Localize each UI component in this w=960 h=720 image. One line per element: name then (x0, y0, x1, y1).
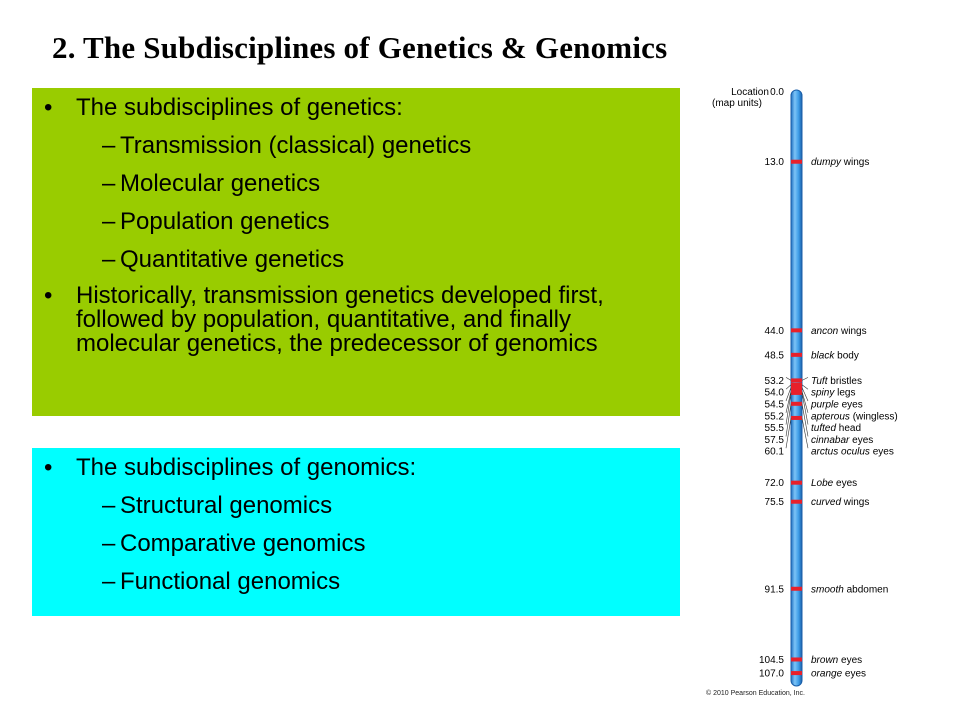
dash-icon: – (102, 492, 116, 519)
locus-band (791, 500, 802, 504)
locus-name: ancon wings (811, 325, 867, 337)
locus-band (791, 657, 802, 661)
locus-band (791, 416, 802, 420)
locus-location: 57.5 (764, 434, 784, 446)
locus-leader-line (802, 385, 808, 389)
locus-name: dumpy wings (811, 157, 870, 169)
location-header: Location (731, 87, 769, 98)
locus-name: cinnabar eyes (811, 434, 874, 446)
locus-band (791, 402, 802, 406)
locus-band (791, 378, 802, 382)
locus-location: 55.5 (764, 423, 784, 435)
genomics-heading (44, 454, 680, 481)
bullet-icon: • (44, 94, 53, 121)
genomics-panel (32, 448, 680, 616)
dash-icon: – (102, 208, 116, 235)
locus-location: 60.1 (764, 446, 784, 458)
locus-location: 54.0 (764, 387, 784, 399)
locus-band (791, 389, 802, 393)
locus-leader-line (802, 387, 808, 401)
locus-leader-line (786, 385, 791, 389)
locus-name: arctus oculus eyes (811, 446, 894, 458)
location-header-units: (map units) (711, 98, 763, 109)
slide-title: 2. The Subdisciplines of Genetics & Genomics (52, 30, 668, 65)
locus-location: 53.2 (764, 375, 784, 387)
locus-name: brown eyes (811, 654, 863, 666)
bullet-icon: • (44, 282, 53, 309)
chromosome-body (791, 90, 802, 686)
genetics-history-text: Historically, transmission genetics developed first, followed by population, quantitative, and finally molecular genetics, the predecessor of genomics (76, 282, 604, 357)
list-item: – Transmission (classical) genetics (102, 132, 472, 159)
list-item: – Functional genomics (102, 568, 341, 595)
locus-leader-line (786, 377, 791, 380)
locus-location: 72.0 (764, 478, 784, 490)
genomics-heading-text: The subdisciplines of genomics: (76, 454, 417, 481)
list-item: – Comparative genomics (102, 530, 366, 557)
locus-name: curved wings (811, 497, 870, 509)
dash-icon: – (102, 246, 116, 273)
locus-location: 75.5 (764, 497, 784, 509)
locus-location: 44.0 (764, 325, 784, 337)
list-item: – Population genetics (102, 208, 330, 235)
locus-location: 54.5 (764, 399, 784, 411)
locus-band (791, 481, 802, 485)
locus-name: Lobe eyes (811, 478, 858, 490)
locus-leader-line (802, 393, 808, 425)
locus-location: 104.5 (758, 654, 784, 666)
locus-leader-line (786, 418, 791, 448)
locus-origin: 0.0 (770, 87, 784, 98)
genetics-heading (44, 94, 680, 121)
list-item: – Molecular genetics (102, 170, 321, 197)
locus-leader-line (786, 404, 791, 437)
genetics-panel (32, 88, 680, 416)
dash-icon: – (102, 170, 116, 197)
locus-name: purple eyes (811, 399, 863, 411)
locus-name: apterous (wingless) (811, 411, 898, 423)
locus-leader-line (786, 393, 791, 425)
locus-leader-line (786, 391, 791, 413)
locus-name: Tuft bristles (811, 375, 862, 387)
locus-location: 13.0 (764, 157, 784, 169)
locus-leader-line (802, 391, 808, 413)
locus-name: orange eyes (811, 668, 867, 680)
locus-leader-line (802, 377, 808, 380)
locus-band (791, 391, 802, 395)
locus-name: spiny legs (811, 387, 856, 399)
locus-leader-line (802, 404, 808, 437)
genetics-heading-text: The subdisciplines of genetics: (76, 94, 403, 121)
locus-name: smooth abdomen (811, 584, 889, 596)
locus-band (791, 385, 802, 389)
locus-leader-line (802, 418, 808, 448)
locus-location: 91.5 (764, 584, 784, 596)
locus-location: 48.5 (764, 350, 784, 362)
locus-name: black body (811, 350, 859, 362)
bullet-icon: • (44, 454, 53, 481)
list-item: – Quantitative genetics (102, 246, 345, 273)
locus-leader-line (786, 387, 791, 401)
locus-name: tufted head (811, 423, 862, 435)
locus-band (791, 353, 802, 357)
dash-icon: – (102, 568, 116, 595)
locus-band (791, 160, 802, 164)
dash-icon: – (102, 530, 116, 557)
copyright-notice: © 2010 Pearson Education, Inc. (706, 690, 805, 697)
locus-band (791, 587, 802, 591)
locus-location: 107.0 (758, 668, 784, 680)
locus-location: 55.2 (764, 411, 784, 423)
dash-icon: – (102, 132, 116, 159)
locus-band (791, 328, 802, 332)
locus-band (791, 383, 802, 387)
genetics-history (44, 282, 680, 357)
list-item: – Structural genomics (102, 492, 333, 519)
locus-band (791, 671, 802, 675)
